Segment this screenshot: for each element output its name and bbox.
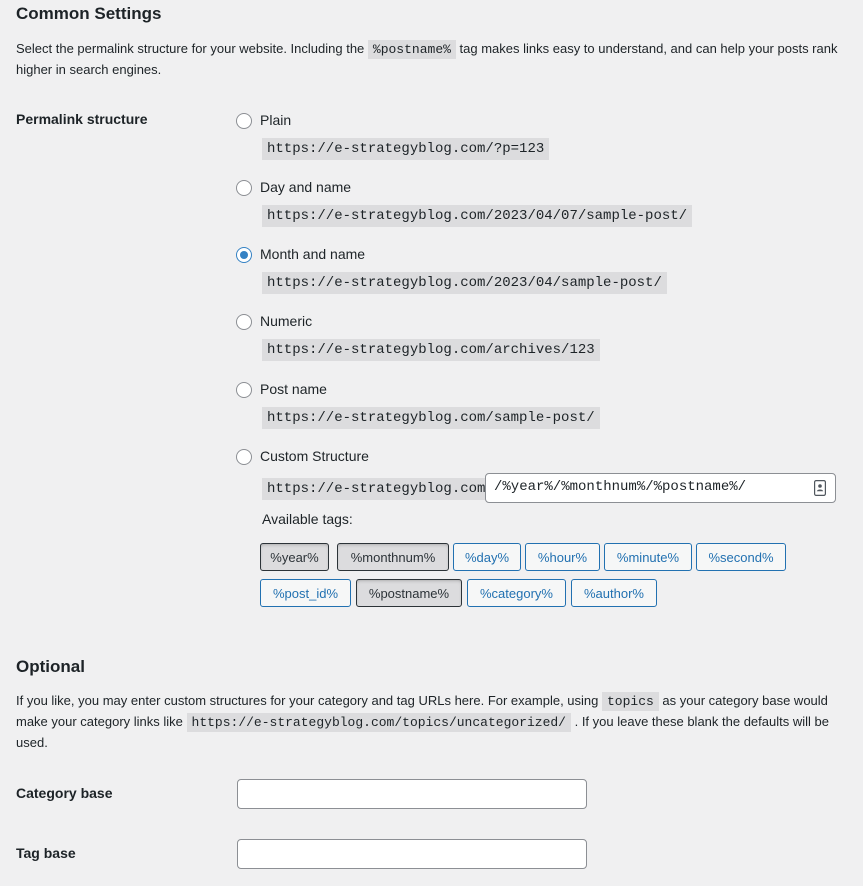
option-day-and-name-example: https://e-strategyblog.com/2023/04/07/sample-post/ [262,205,692,227]
radio-custom-structure[interactable] [236,449,252,465]
tag-minute-button[interactable]: %minute% [604,543,692,571]
option-plain-example: https://e-strategyblog.com/?p=123 [262,138,549,160]
option-post-name-example: https://e-strategyblog.com/sample-post/ [262,407,600,429]
available-tags-label: Available tags: [262,511,353,527]
tag-hour-button[interactable]: %hour% [525,543,600,571]
tag-category-button[interactable]: %category% [467,579,566,607]
custom-structure-value: /%year%/%monthnum%/%postname%/ [494,479,747,495]
tag-post-id-button[interactable]: %post_id% [260,579,351,607]
example-category-url-code: https://e-strategyblog.com/topics/uncategorized/ [187,713,571,732]
radio-month-and-name[interactable] [236,247,252,263]
topics-code: topics [602,692,659,711]
intro-text-1: Select the permalink structure for your website. Including the [16,41,368,56]
optional-text-2: as your category base would make your category links like [16,693,828,729]
tag-day-button[interactable]: %day% [453,543,521,571]
tag-base-label: Tag base [16,845,76,861]
optional-description [16,691,856,753]
tag-postname-button[interactable]: %postname% [356,579,462,607]
custom-structure-prefix: https://e-strategyblog.com [262,478,490,500]
option-custom-structure-label[interactable]: Custom Structure [260,448,369,464]
optional-heading: Optional [16,657,85,676]
optional-text-3: . If you leave these blank the defaults will be used. [16,714,829,750]
option-numeric-example: https://e-strategyblog.com/archives/123 [262,339,600,361]
common-settings-heading: Common Settings [16,4,162,23]
tag-base-input[interactable] [237,839,587,869]
permalink-structure-label: Permalink structure [16,111,148,127]
contact-card-icon[interactable] [814,480,826,496]
tag-author-button[interactable]: %author% [571,579,657,607]
tag-second-button[interactable]: %second% [696,543,786,571]
radio-post-name[interactable] [236,382,252,398]
category-base-label: Category base [16,785,113,801]
intro-text-2: tag makes links easy to understand, and can help your posts rank higher in search engines. [16,41,838,77]
option-day-and-name-label[interactable]: Day and name [260,179,352,195]
option-post-name-label[interactable]: Post name [260,381,327,397]
option-plain-label[interactable]: Plain [260,112,292,128]
option-numeric-label[interactable]: Numeric [260,313,313,329]
option-month-and-name-label[interactable]: Month and name [260,246,366,262]
tag-monthnum-button[interactable]: %monthnum% [337,543,449,571]
radio-day-and-name[interactable] [236,180,252,196]
radio-plain[interactable] [236,113,252,129]
postname-tag-code: %postname% [368,40,456,59]
optional-text-1: If you like, you may enter custom structures for your category and tag URLs here. For example, using [16,693,602,708]
category-base-input[interactable] [237,779,587,809]
tag-year-button[interactable]: %year% [260,543,329,571]
radio-numeric[interactable] [236,314,252,330]
option-month-and-name-example: https://e-strategyblog.com/2023/04/sample-post/ [262,272,667,294]
common-settings-description [16,39,856,80]
custom-structure-input[interactable] [485,473,836,503]
